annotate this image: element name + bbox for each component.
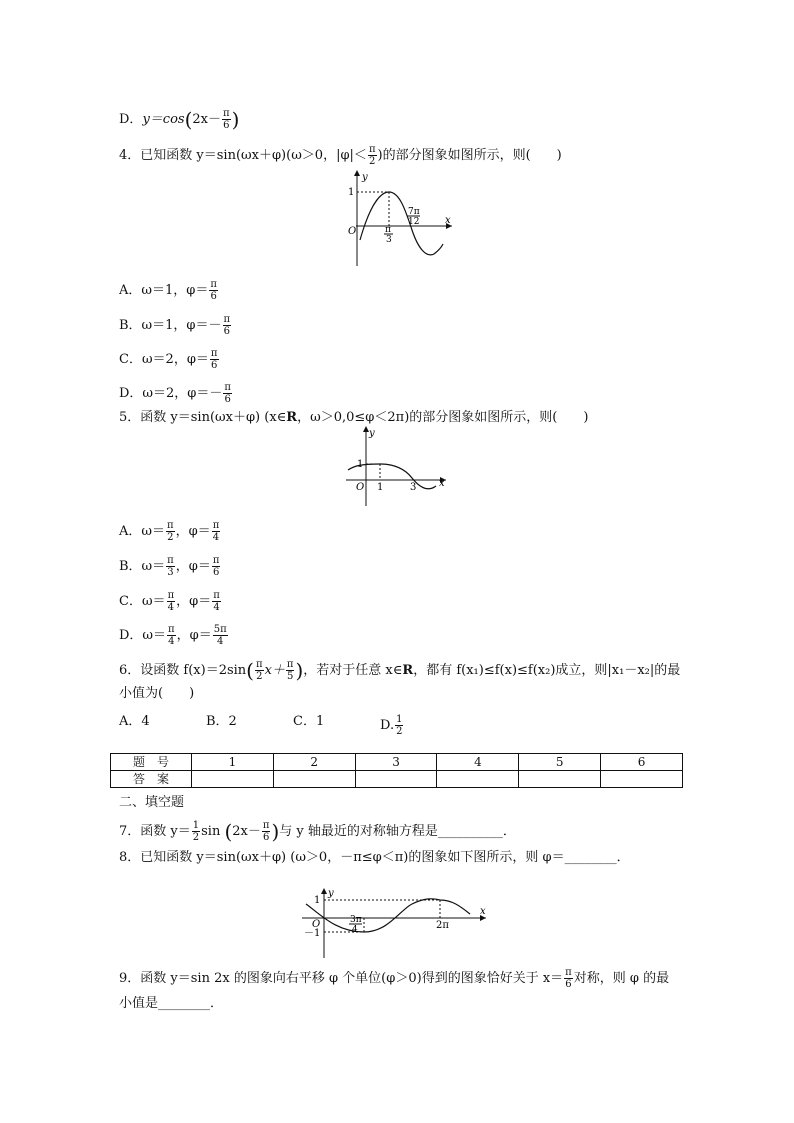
table-row-numbers xyxy=(111,754,683,771)
q4-tick1-num: π xyxy=(385,225,391,235)
q4-option-c: C．ω＝2，φ＝ $\frac{\pi}{6}$ xyxy=(119,348,218,371)
q8-stem: 8．已知函数 y＝sin(ωx＋φ) (ω＞0，－π≤φ＜π)的图象如下图所示，则 φ＝________． xyxy=(119,850,630,865)
q9-line2: 小值是________． xyxy=(119,996,224,1011)
answer-cell-4[interactable] xyxy=(437,771,519,788)
q5-three-label: 3 xyxy=(410,482,417,493)
q5-y-label: y xyxy=(369,428,375,439)
q6-stem: 6．设函数 f(x)＝2sin( $\frac{\pi}{2}$ x＋ $\frac{\pi}{5}$ )，若对于任意 x∈R，都有 f(x₁)≤f(x)≤f(x₂)成立，则|x₁－x₂|的最 xyxy=(119,658,681,683)
q5-option-a: A．ω＝ $\frac{\pi}{2}$ ，φ＝ $\frac{\pi}{4}$ xyxy=(119,520,220,543)
q5-origin-label: O xyxy=(356,482,365,493)
q5-graph xyxy=(340,424,450,508)
answer-table xyxy=(110,753,683,788)
q4-y-label: y xyxy=(362,172,368,183)
answer-cell-6[interactable] xyxy=(601,771,683,788)
section-title: 二、填空题 xyxy=(119,795,185,810)
q4-tick2-den: 12 xyxy=(408,217,420,227)
q8-neg-one-label: －1 xyxy=(304,928,321,939)
q5-one-y-label: 1 xyxy=(357,459,364,470)
q6-line2: 小值为( ) xyxy=(119,686,195,701)
q8-x-label: x xyxy=(480,906,486,917)
q8-y-label: y xyxy=(328,888,334,899)
q8-tick1-den: 4 xyxy=(352,925,358,935)
table-cell-number: 3 xyxy=(355,754,437,771)
q4-option-d: D．ω＝2，φ＝－ $\frac{\pi}{6}$ xyxy=(119,382,231,405)
q7-stem: 7．函数 y＝ $\frac{1}{2}$ sin (2x－ $\frac{\pi}{6}$ )与 y 轴最近的对称轴方程是__________． xyxy=(119,819,516,844)
q4-tick2-num: 7π xyxy=(408,207,420,217)
q5-option-b: B．ω＝ $\frac{\pi}{3}$ ，φ＝ $\frac{\pi}{6}$ xyxy=(119,555,220,578)
q3-option-d: D．y＝cos(2x－ $\frac{\pi}{6}$ ) xyxy=(119,107,240,132)
q8-origin-label: O xyxy=(312,919,321,930)
q5-option-c: C．ω＝ $\frac{\pi}{4}$ ，φ＝ $\frac{\pi}{4}$ xyxy=(119,590,220,613)
q8-tick1-num: 3π xyxy=(350,915,362,925)
q4-tick1-den: 3 xyxy=(386,235,392,245)
answer-cell-3[interactable] xyxy=(355,771,437,788)
q8-one-label: 1 xyxy=(314,895,321,906)
q5-stem: 5．函数 y＝sin(ωx＋φ) (x∈R，ω＞0,0≤φ＜2π)的部分图象如图所示，则( ) xyxy=(119,410,589,425)
q5-one-x-label: 1 xyxy=(377,482,384,493)
q6-option-b: B．2 xyxy=(206,714,237,729)
table-row-answers xyxy=(111,771,683,788)
q8-graph xyxy=(300,886,490,960)
q4-graph xyxy=(340,168,455,268)
q4-one-label: 1 xyxy=(348,187,355,198)
table-cell-number: 6 xyxy=(601,754,683,771)
q9-stem: 9．函数 y＝sin 2x 的图象向右平移 φ 个单位(φ＞0)得到的图象恰好关于 x＝ $\frac{\pi}{6}$ 对称，则 φ 的最 xyxy=(119,967,670,990)
q4-option-a: A．ω＝1，φ＝ $\frac{\pi}{6}$ xyxy=(119,279,217,302)
table-header-number: 题 号 xyxy=(111,754,192,771)
table-cell-number: 1 xyxy=(192,754,274,771)
table-header-answer: 答 案 xyxy=(111,771,192,788)
q4-origin-label: O xyxy=(348,226,357,237)
q4-option-b: B．ω＝1，φ＝－ $\frac{\pi}{6}$ xyxy=(119,314,231,337)
table-cell-number: 2 xyxy=(273,754,355,771)
q6-option-c: C．1 xyxy=(293,714,325,729)
answer-cell-2[interactable] xyxy=(273,771,355,788)
answer-cell-1[interactable] xyxy=(192,771,274,788)
table-cell-number: 5 xyxy=(519,754,601,771)
answer-cell-5[interactable] xyxy=(519,771,601,788)
q6-option-d: D. $\frac{1}{2}$ xyxy=(380,714,403,737)
q8-tick2-label: 2π xyxy=(436,920,449,931)
q5-x-label: x xyxy=(439,478,445,489)
table-cell-number: 4 xyxy=(437,754,519,771)
q6-option-a: A．4 xyxy=(119,714,150,729)
q4-stem: 4．已知函数 y＝sin(ωx＋φ)(ω＞0，|φ|＜ $\frac{\pi}{2}$ )的部分图象如图所示，则( ) xyxy=(119,144,562,167)
q4-x-label: x xyxy=(445,215,451,226)
q5-option-d: D．ω＝ $\frac{\pi}{4}$ ，φ＝ $\frac{5\pi}{4}$ xyxy=(119,624,227,647)
